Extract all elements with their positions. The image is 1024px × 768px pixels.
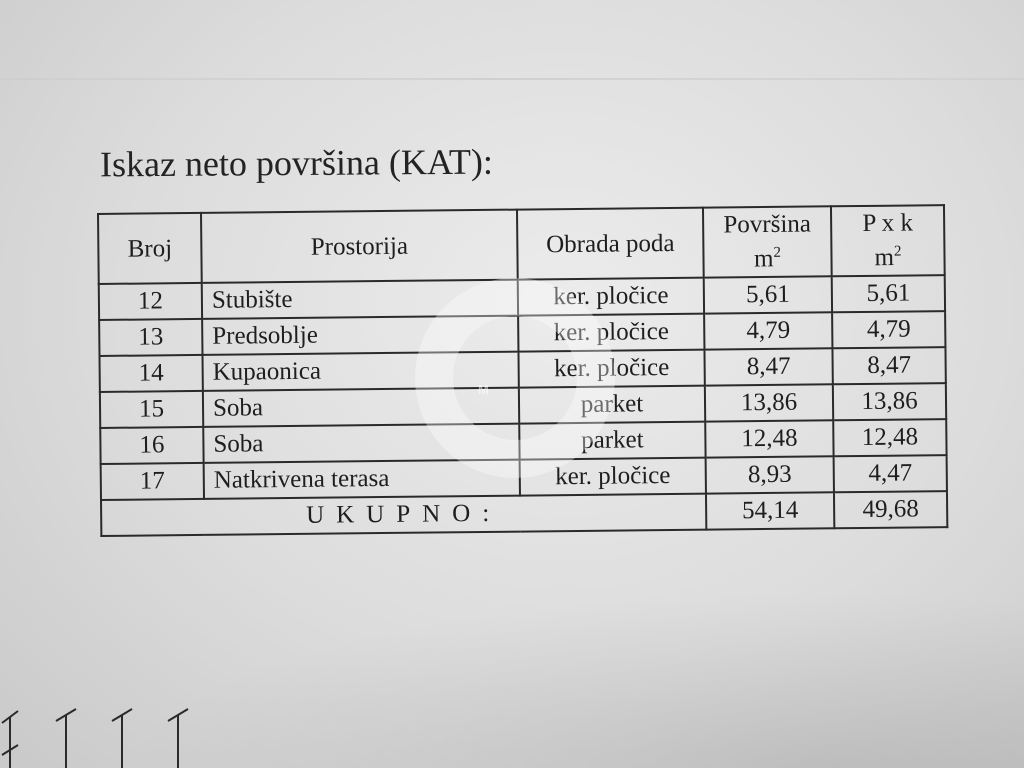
paper-fold-line <box>0 78 1024 80</box>
cell-obrada: parket <box>519 386 705 424</box>
header-povrsina <box>703 206 832 277</box>
cell-pxk: 4,79 <box>832 311 945 348</box>
table-header-row <box>98 205 945 284</box>
cell-prostorija: Soba <box>203 424 519 463</box>
cell-prostorija: Soba <box>203 388 519 427</box>
net-area-table <box>97 204 948 537</box>
cell-povrsina: 5,61 <box>704 276 832 313</box>
header-pxk-unit <box>832 237 943 272</box>
area-table-container <box>97 204 948 537</box>
header-pxk-label: P x k <box>862 209 914 238</box>
cell-obrada: ker. pločice <box>520 458 706 496</box>
cell-broj: 13 <box>99 319 202 356</box>
header-broj: Broj <box>98 213 202 284</box>
cell-prostorija: Stubište <box>202 280 518 319</box>
cell-broj: 16 <box>100 427 203 464</box>
cell-pxk: 12,48 <box>833 419 946 456</box>
cell-prostorija: Kupaonica <box>202 352 518 391</box>
cell-prostorija: Natkrivena terasa <box>204 460 520 499</box>
header-povrsina-unit-exponent: 2 <box>773 245 782 262</box>
cell-obrada: ker. pločice <box>518 314 704 352</box>
header-pxk <box>831 205 945 276</box>
total-pxk: 49,68 <box>834 491 947 528</box>
cell-povrsina: 4,79 <box>704 312 832 349</box>
cell-povrsina: 13,86 <box>705 384 833 421</box>
cell-obrada: parket <box>519 422 705 460</box>
cell-obrada: ker. pločice <box>518 350 704 388</box>
header-obrada-poda: Obrada poda <box>517 208 704 280</box>
cell-broj: 15 <box>100 391 203 428</box>
cell-broj: 14 <box>99 355 202 392</box>
cell-obrada: ker. pločice <box>518 278 704 316</box>
total-label: UKUPNO: <box>101 494 706 536</box>
cell-broj: 12 <box>99 283 202 320</box>
cell-prostorija: Predsoblje <box>202 316 518 355</box>
header-pxk-unit-exponent: 2 <box>893 243 902 260</box>
header-povrsina-unit-base: m <box>753 245 774 273</box>
header-povrsina-label: Površina <box>723 210 812 239</box>
dimension-tick-marks <box>0 705 200 768</box>
header-pxk-unit-base: m <box>874 244 895 272</box>
table-total-row <box>101 491 947 536</box>
total-povrsina: 54,14 <box>706 492 834 529</box>
cell-pxk: 4,47 <box>834 455 947 492</box>
cell-pxk: 13,86 <box>833 383 946 420</box>
cell-povrsina: 8,47 <box>704 348 832 385</box>
cell-pxk: 5,61 <box>832 275 945 312</box>
cell-povrsina: 8,93 <box>706 456 834 493</box>
cell-povrsina: 12,48 <box>705 420 833 457</box>
header-prostorija: Prostorija <box>201 210 518 283</box>
cell-pxk: 8,47 <box>832 347 945 384</box>
cell-broj: 17 <box>101 463 204 500</box>
document-title: Iskaz neto površina (KAT): <box>99 141 494 185</box>
watermark-text: M <box>478 382 489 397</box>
header-povrsina-unit <box>704 239 830 275</box>
